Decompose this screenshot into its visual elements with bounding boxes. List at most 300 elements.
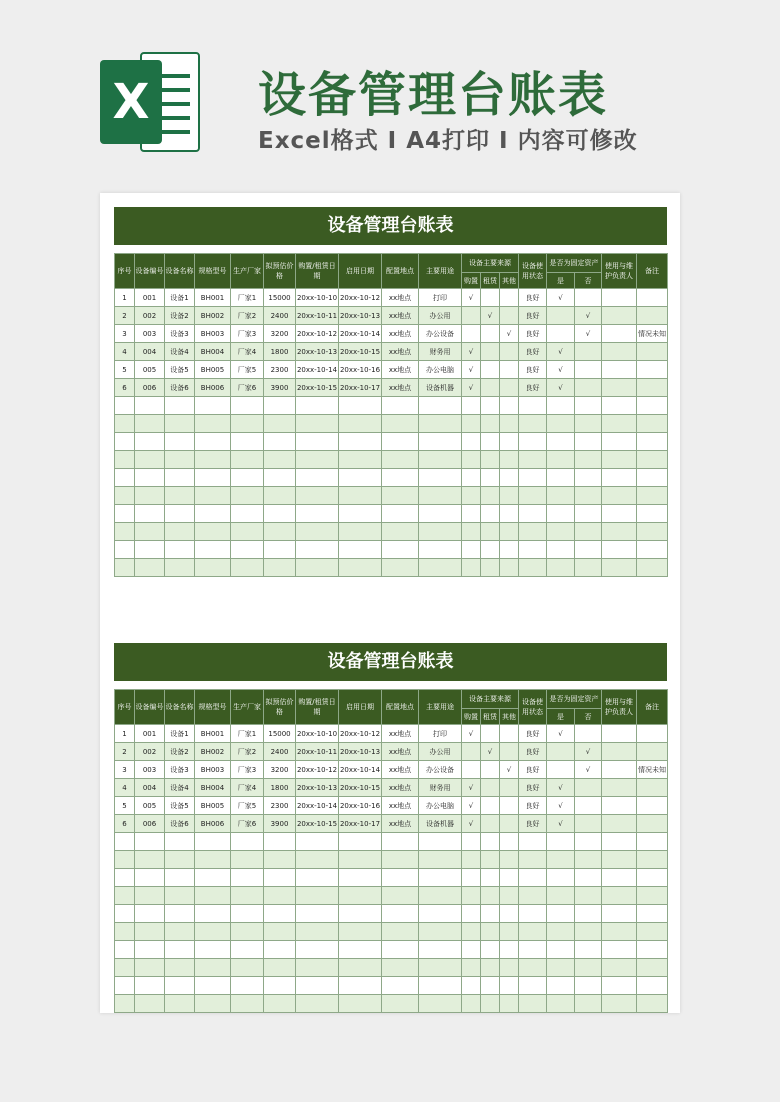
table-cell[interactable]: √ [462, 725, 481, 743]
table-cell[interactable] [419, 541, 462, 559]
table-cell[interactable] [519, 923, 547, 941]
table-cell[interactable] [339, 833, 382, 851]
table-cell[interactable] [602, 761, 637, 779]
table-cell[interactable]: 20xx-10-11 [296, 743, 339, 761]
table-cell[interactable]: 良好 [519, 743, 547, 761]
table-cell[interactable] [296, 851, 339, 869]
table-cell[interactable]: 办公用 [419, 307, 462, 325]
table-cell[interactable]: BH005 [195, 361, 231, 379]
table-cell[interactable] [382, 833, 419, 851]
table-cell[interactable] [500, 905, 519, 923]
table-cell[interactable] [500, 289, 519, 307]
table-cell[interactable] [382, 559, 419, 577]
table-cell[interactable] [500, 505, 519, 523]
table-cell[interactable] [500, 361, 519, 379]
table-cell[interactable] [637, 725, 668, 743]
table-cell[interactable] [481, 959, 500, 977]
table-cell[interactable]: 003 [135, 761, 165, 779]
table-cell[interactable] [195, 941, 231, 959]
table-cell[interactable] [481, 977, 500, 995]
table-cell[interactable] [481, 523, 500, 541]
table-cell[interactable]: xx地点 [382, 289, 419, 307]
table-cell[interactable] [135, 923, 165, 941]
table-cell[interactable] [419, 959, 462, 977]
table-cell[interactable]: 1 [115, 725, 135, 743]
table-cell[interactable] [462, 941, 481, 959]
table-cell[interactable] [462, 487, 481, 505]
table-cell[interactable] [500, 397, 519, 415]
table-cell[interactable] [602, 743, 637, 761]
table-cell[interactable] [637, 923, 668, 941]
table-cell[interactable] [547, 541, 575, 559]
table-cell[interactable] [602, 325, 637, 343]
table-cell[interactable] [481, 905, 500, 923]
table-cell[interactable] [264, 905, 296, 923]
table-cell[interactable] [115, 905, 135, 923]
table-cell[interactable] [165, 851, 195, 869]
table-cell[interactable] [296, 541, 339, 559]
table-cell[interactable] [547, 761, 575, 779]
table-cell[interactable] [637, 995, 668, 1013]
table-cell[interactable] [602, 307, 637, 325]
table-cell[interactable] [231, 869, 264, 887]
table-cell[interactable] [382, 905, 419, 923]
table-cell[interactable] [547, 505, 575, 523]
table-cell[interactable] [637, 451, 668, 469]
table-cell[interactable] [339, 887, 382, 905]
table-cell[interactable] [264, 851, 296, 869]
table-cell[interactable] [135, 523, 165, 541]
table-cell[interactable] [296, 415, 339, 433]
table-cell[interactable] [382, 941, 419, 959]
table-cell[interactable]: 20xx-10-12 [339, 289, 382, 307]
table-cell[interactable] [135, 433, 165, 451]
table-cell[interactable] [195, 995, 231, 1013]
table-cell[interactable] [500, 977, 519, 995]
table-cell[interactable]: 厂家2 [231, 307, 264, 325]
table-cell[interactable] [481, 559, 500, 577]
table-cell[interactable] [500, 833, 519, 851]
table-cell[interactable] [575, 523, 602, 541]
table-cell[interactable]: xx地点 [382, 815, 419, 833]
table-cell[interactable] [135, 995, 165, 1013]
table-cell[interactable]: BH003 [195, 325, 231, 343]
table-cell[interactable] [339, 851, 382, 869]
table-cell[interactable] [575, 851, 602, 869]
table-cell[interactable] [419, 487, 462, 505]
table-cell[interactable] [481, 887, 500, 905]
table-cell[interactable] [382, 995, 419, 1013]
table-cell[interactable]: √ [575, 307, 602, 325]
table-cell[interactable]: 5 [115, 361, 135, 379]
table-cell[interactable] [231, 397, 264, 415]
table-cell[interactable] [462, 523, 481, 541]
table-cell[interactable]: 1 [115, 289, 135, 307]
table-cell[interactable] [547, 959, 575, 977]
table-cell[interactable]: BH001 [195, 289, 231, 307]
table-cell[interactable] [264, 887, 296, 905]
table-cell[interactable] [135, 851, 165, 869]
table-cell[interactable] [575, 289, 602, 307]
table-cell[interactable] [135, 541, 165, 559]
table-cell[interactable]: 005 [135, 361, 165, 379]
table-cell[interactable]: 006 [135, 815, 165, 833]
table-cell[interactable] [231, 977, 264, 995]
table-cell[interactable]: 004 [135, 779, 165, 797]
table-cell[interactable] [231, 559, 264, 577]
table-cell[interactable] [500, 887, 519, 905]
table-cell[interactable] [481, 451, 500, 469]
table-cell[interactable] [481, 869, 500, 887]
table-cell[interactable]: 6 [115, 815, 135, 833]
table-cell[interactable]: xx地点 [382, 307, 419, 325]
table-cell[interactable] [339, 433, 382, 451]
table-cell[interactable]: 20xx-10-12 [296, 325, 339, 343]
table-cell[interactable]: 设备6 [165, 815, 195, 833]
table-cell[interactable]: 2300 [264, 797, 296, 815]
table-cell[interactable]: 001 [135, 725, 165, 743]
table-cell[interactable] [602, 469, 637, 487]
table-cell[interactable]: 2 [115, 743, 135, 761]
table-cell[interactable] [382, 869, 419, 887]
table-cell[interactable] [481, 833, 500, 851]
table-cell[interactable]: 20xx-10-12 [339, 725, 382, 743]
table-cell[interactable]: √ [462, 343, 481, 361]
table-cell[interactable] [382, 451, 419, 469]
table-cell[interactable]: 1800 [264, 779, 296, 797]
table-cell[interactable] [115, 923, 135, 941]
table-cell[interactable] [419, 905, 462, 923]
table-cell[interactable] [382, 959, 419, 977]
table-cell[interactable] [231, 523, 264, 541]
table-cell[interactable] [602, 977, 637, 995]
table-cell[interactable] [519, 833, 547, 851]
table-cell[interactable]: √ [462, 815, 481, 833]
table-cell[interactable] [339, 541, 382, 559]
table-cell[interactable] [547, 307, 575, 325]
table-cell[interactable]: 设备机器 [419, 815, 462, 833]
table-cell[interactable] [462, 505, 481, 523]
table-cell[interactable] [519, 905, 547, 923]
table-cell[interactable] [575, 487, 602, 505]
table-cell[interactable] [575, 433, 602, 451]
table-cell[interactable]: 20xx-10-13 [339, 307, 382, 325]
table-cell[interactable] [547, 415, 575, 433]
table-cell[interactable] [519, 469, 547, 487]
table-cell[interactable] [519, 505, 547, 523]
table-cell[interactable] [231, 433, 264, 451]
table-cell[interactable] [481, 361, 500, 379]
table-cell[interactable] [195, 887, 231, 905]
table-cell[interactable] [264, 487, 296, 505]
table-cell[interactable] [519, 541, 547, 559]
table-cell[interactable] [500, 469, 519, 487]
table-cell[interactable] [462, 743, 481, 761]
table-cell[interactable]: 20xx-10-13 [296, 779, 339, 797]
table-cell[interactable] [382, 469, 419, 487]
table-cell[interactable] [481, 289, 500, 307]
table-cell[interactable] [500, 959, 519, 977]
table-cell[interactable] [231, 941, 264, 959]
table-cell[interactable] [519, 433, 547, 451]
table-cell[interactable]: 20xx-10-15 [296, 815, 339, 833]
table-cell[interactable] [500, 487, 519, 505]
table-cell[interactable] [135, 977, 165, 995]
table-cell[interactable] [547, 397, 575, 415]
table-cell[interactable] [115, 505, 135, 523]
table-cell[interactable] [462, 905, 481, 923]
table-cell[interactable] [637, 397, 668, 415]
table-cell[interactable]: 20xx-10-15 [339, 343, 382, 361]
table-cell[interactable] [165, 487, 195, 505]
table-cell[interactable]: 厂家1 [231, 289, 264, 307]
table-cell[interactable]: 情况未知 [637, 761, 668, 779]
table-cell[interactable] [115, 887, 135, 905]
table-cell[interactable] [382, 887, 419, 905]
table-cell[interactable] [637, 869, 668, 887]
table-cell[interactable] [231, 851, 264, 869]
table-cell[interactable] [500, 523, 519, 541]
table-cell[interactable]: 15000 [264, 725, 296, 743]
table-cell[interactable] [602, 289, 637, 307]
table-cell[interactable]: 20xx-10-14 [296, 797, 339, 815]
table-cell[interactable]: 厂家1 [231, 725, 264, 743]
table-cell[interactable] [296, 523, 339, 541]
table-cell[interactable]: 办公电脑 [419, 361, 462, 379]
table-cell[interactable] [602, 797, 637, 815]
table-cell[interactable] [481, 415, 500, 433]
table-cell[interactable] [264, 923, 296, 941]
table-cell[interactable] [264, 415, 296, 433]
table-cell[interactable] [481, 379, 500, 397]
table-cell[interactable] [481, 325, 500, 343]
table-cell[interactable] [575, 451, 602, 469]
table-cell[interactable] [575, 505, 602, 523]
table-cell[interactable] [481, 851, 500, 869]
table-cell[interactable]: 厂家6 [231, 379, 264, 397]
table-cell[interactable] [135, 469, 165, 487]
table-cell[interactable] [419, 941, 462, 959]
table-cell[interactable] [339, 451, 382, 469]
table-cell[interactable]: 4 [115, 343, 135, 361]
table-cell[interactable] [296, 977, 339, 995]
table-cell[interactable] [637, 361, 668, 379]
table-cell[interactable] [135, 941, 165, 959]
table-cell[interactable] [637, 959, 668, 977]
table-cell[interactable] [575, 559, 602, 577]
table-cell[interactable]: 20xx-10-13 [296, 343, 339, 361]
table-cell[interactable] [602, 397, 637, 415]
table-cell[interactable] [481, 761, 500, 779]
table-cell[interactable] [115, 941, 135, 959]
table-cell[interactable] [115, 995, 135, 1013]
table-cell[interactable] [519, 851, 547, 869]
table-cell[interactable]: 3900 [264, 379, 296, 397]
table-cell[interactable] [602, 415, 637, 433]
table-cell[interactable] [500, 725, 519, 743]
table-cell[interactable] [602, 487, 637, 505]
table-cell[interactable] [296, 833, 339, 851]
table-cell[interactable] [547, 559, 575, 577]
table-cell[interactable]: √ [462, 361, 481, 379]
table-cell[interactable]: BH006 [195, 815, 231, 833]
table-cell[interactable] [637, 469, 668, 487]
table-cell[interactable] [296, 505, 339, 523]
table-cell[interactable] [575, 361, 602, 379]
table-cell[interactable] [602, 379, 637, 397]
table-cell[interactable]: 设备5 [165, 361, 195, 379]
table-cell[interactable] [115, 433, 135, 451]
table-cell[interactable]: 良好 [519, 325, 547, 343]
table-cell[interactable] [195, 523, 231, 541]
table-cell[interactable] [500, 941, 519, 959]
table-cell[interactable] [419, 433, 462, 451]
table-cell[interactable]: √ [547, 361, 575, 379]
table-cell[interactable] [339, 869, 382, 887]
table-cell[interactable] [135, 905, 165, 923]
table-cell[interactable] [575, 415, 602, 433]
table-cell[interactable]: 20xx-10-11 [296, 307, 339, 325]
table-cell[interactable] [519, 959, 547, 977]
table-cell[interactable] [547, 977, 575, 995]
table-cell[interactable] [195, 505, 231, 523]
table-cell[interactable] [339, 397, 382, 415]
table-cell[interactable] [135, 559, 165, 577]
table-cell[interactable] [637, 887, 668, 905]
table-cell[interactable] [547, 869, 575, 887]
table-cell[interactable] [462, 541, 481, 559]
table-cell[interactable] [339, 559, 382, 577]
table-cell[interactable]: 设备5 [165, 797, 195, 815]
table-cell[interactable] [481, 469, 500, 487]
table-cell[interactable] [296, 959, 339, 977]
table-cell[interactable] [419, 887, 462, 905]
table-cell[interactable] [500, 451, 519, 469]
table-cell[interactable]: √ [575, 325, 602, 343]
table-cell[interactable] [419, 869, 462, 887]
table-cell[interactable]: √ [462, 779, 481, 797]
table-cell[interactable] [382, 433, 419, 451]
table-cell[interactable] [462, 887, 481, 905]
table-cell[interactable] [500, 559, 519, 577]
table-cell[interactable] [339, 995, 382, 1013]
table-cell[interactable] [462, 869, 481, 887]
table-cell[interactable] [195, 869, 231, 887]
table-cell[interactable] [519, 995, 547, 1013]
table-cell[interactable] [602, 941, 637, 959]
table-cell[interactable] [462, 959, 481, 977]
table-cell[interactable] [165, 869, 195, 887]
table-cell[interactable]: 打印 [419, 725, 462, 743]
table-cell[interactable] [575, 995, 602, 1013]
table-cell[interactable] [296, 469, 339, 487]
table-cell[interactable] [462, 833, 481, 851]
table-cell[interactable] [602, 869, 637, 887]
table-cell[interactable] [195, 541, 231, 559]
table-cell[interactable]: 3900 [264, 815, 296, 833]
table-cell[interactable]: xx地点 [382, 743, 419, 761]
table-cell[interactable] [195, 977, 231, 995]
table-cell[interactable] [339, 941, 382, 959]
table-cell[interactable] [264, 451, 296, 469]
table-cell[interactable] [481, 487, 500, 505]
table-cell[interactable] [637, 307, 668, 325]
table-cell[interactable] [462, 325, 481, 343]
table-cell[interactable] [481, 995, 500, 1013]
table-cell[interactable] [602, 779, 637, 797]
table-cell[interactable] [382, 923, 419, 941]
table-cell[interactable] [419, 977, 462, 995]
table-cell[interactable] [195, 559, 231, 577]
table-cell[interactable] [264, 505, 296, 523]
table-cell[interactable]: 2400 [264, 307, 296, 325]
table-cell[interactable] [115, 559, 135, 577]
table-cell[interactable] [165, 433, 195, 451]
table-cell[interactable] [637, 779, 668, 797]
table-cell[interactable] [165, 469, 195, 487]
table-cell[interactable] [462, 559, 481, 577]
table-cell[interactable] [481, 923, 500, 941]
table-cell[interactable] [575, 869, 602, 887]
table-cell[interactable]: 002 [135, 743, 165, 761]
table-cell[interactable] [419, 851, 462, 869]
table-cell[interactable]: 设备4 [165, 343, 195, 361]
table-cell[interactable] [637, 523, 668, 541]
table-cell[interactable] [135, 415, 165, 433]
table-cell[interactable]: 良好 [519, 343, 547, 361]
table-cell[interactable] [547, 487, 575, 505]
table-cell[interactable]: √ [547, 379, 575, 397]
table-cell[interactable] [519, 487, 547, 505]
table-cell[interactable] [382, 523, 419, 541]
table-cell[interactable] [602, 725, 637, 743]
table-cell[interactable] [339, 469, 382, 487]
table-cell[interactable] [264, 559, 296, 577]
table-cell[interactable]: 设备3 [165, 761, 195, 779]
table-cell[interactable] [547, 923, 575, 941]
table-cell[interactable]: 设备6 [165, 379, 195, 397]
table-cell[interactable]: 良好 [519, 307, 547, 325]
table-cell[interactable] [462, 851, 481, 869]
table-cell[interactable] [135, 505, 165, 523]
table-cell[interactable] [195, 451, 231, 469]
table-cell[interactable] [165, 905, 195, 923]
table-cell[interactable] [519, 415, 547, 433]
table-cell[interactable] [637, 379, 668, 397]
table-cell[interactable]: 良好 [519, 725, 547, 743]
table-cell[interactable]: 5 [115, 797, 135, 815]
table-cell[interactable] [419, 397, 462, 415]
table-cell[interactable] [165, 397, 195, 415]
table-cell[interactable] [637, 343, 668, 361]
table-cell[interactable] [115, 869, 135, 887]
table-cell[interactable] [195, 923, 231, 941]
table-cell[interactable] [602, 851, 637, 869]
table-cell[interactable]: BH006 [195, 379, 231, 397]
table-cell[interactable] [602, 995, 637, 1013]
table-cell[interactable] [165, 941, 195, 959]
table-cell[interactable] [165, 959, 195, 977]
table-cell[interactable] [462, 923, 481, 941]
table-cell[interactable]: 良好 [519, 797, 547, 815]
table-cell[interactable] [481, 541, 500, 559]
table-cell[interactable] [231, 415, 264, 433]
table-cell[interactable] [602, 451, 637, 469]
table-cell[interactable]: 情况未知 [637, 325, 668, 343]
table-cell[interactable] [481, 433, 500, 451]
table-cell[interactable] [115, 487, 135, 505]
table-cell[interactable] [195, 415, 231, 433]
